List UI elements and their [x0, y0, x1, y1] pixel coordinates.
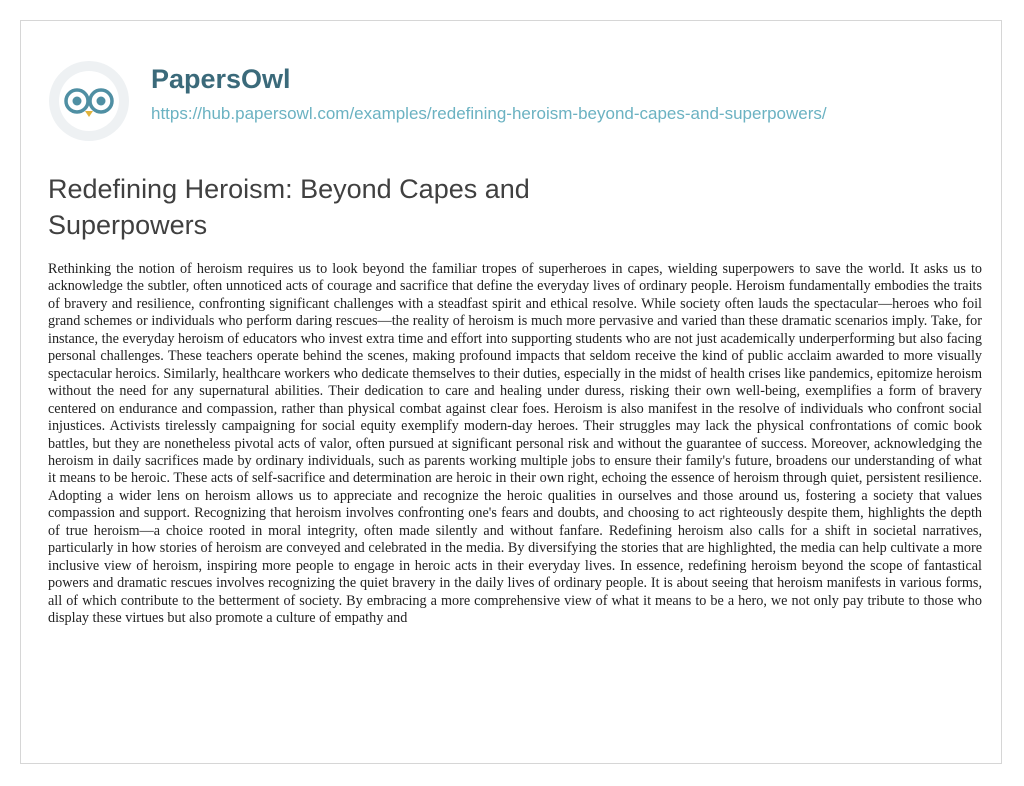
page-title: Redefining Heroism: Beyond Capes and Superpowers [48, 174, 530, 240]
brand-name: PapersOwl [151, 64, 291, 94]
owl-logo-svg [48, 60, 130, 142]
source-url[interactable]: https://hub.papersowl.com/examples/redefining-heroism-beyond-capes-and-superpowers/ [151, 104, 827, 123]
owl-logo-icon [48, 60, 130, 142]
article-body: Rethinking the notion of heroism requires us to look beyond the familiar tropes of superheroes in capes, wielding superpowers to save the world. It asks us to acknowledge the subtler, often unnoticed acts of courage and sacrifice that define the everyday lives of ordinary people. Heroism fundamentally embodies the traits of bravery and resilience, confronting significant challenges with a steadfast spirit and ethical resolve. While society often lauds the spectacular—heroes who foil grand schemes or individuals who perform daring rescues—the reality of heroism is much more pervasive and varied than these dramatic scenarios imply. Take, for instance, the everyday heroism of educators who invest extra time and effort into supporting students who are not just academically underperforming but also facing personal challenges. These teachers operate behind the scenes, making profound impacts that seldom receive the kind of public acclaim awarded to more visually spectacular heroics. Similarly, healthcare workers who dedicate themselves to their duties, especially in the midst of health crises like pandemics, epitomize heroism without the need for any supernatural abilities. Their dedication to care and healing under duress, risking their own well-being, exemplifies a form of bravery centered on endurance and compassion, rather than physical combat against clear foes. Heroism is also manifest in the resolve of individuals who confront social injustices. Activists tirelessly campaigning for social equity exemplify modern-day heroes. Their struggles may lack the physical confrontations of comic book battles, but they are nonetheless pivotal acts of valor, often pursued at significant personal risk and without the guarantee of success. Moreover, acknowledging the heroism in daily sacrifices made by ordinary individuals, such as parents working multiple jobs to ensure their family's future, broadens our understanding of what it means to be heroic. These acts of self-sacrifice and determination are heroic in their own right, echoing the essence of heroism through quiet, persistent resilience. Adopting a wider lens on heroism allows us to appreciate and recognize the heroic qualities in ourselves and those around us, fostering a society that values compassion and support. Recognizing that heroism involves confronting one's fears and doubts, and choosing to act righteously despite them, highlights the depth of true heroism—a choice rooted in moral integrity, often made silently and without fanfare. Redefining heroism also calls for a shift in societal narratives, particularly in how stories of heroism are conveyed and celebrated in the media. By diversifying the stories that are highlighted, the media can help cultivate a more inclusive view of heroism, inspiring more people to engage in heroic acts in their everyday lives. In essence, redefining heroism beyond the scope of fantastical powers and dramatic rescues involves recognizing the quiet bravery in the daily lives of ordinary people. It is about seeing that heroism manifests in various forms, all of which contribute to the betterment of society. By embracing a more comprehensive view of what it means to be a hero, we not only pay tribute to those who display these virtues but also promote a culture of empathy and [48, 261, 982, 627]
